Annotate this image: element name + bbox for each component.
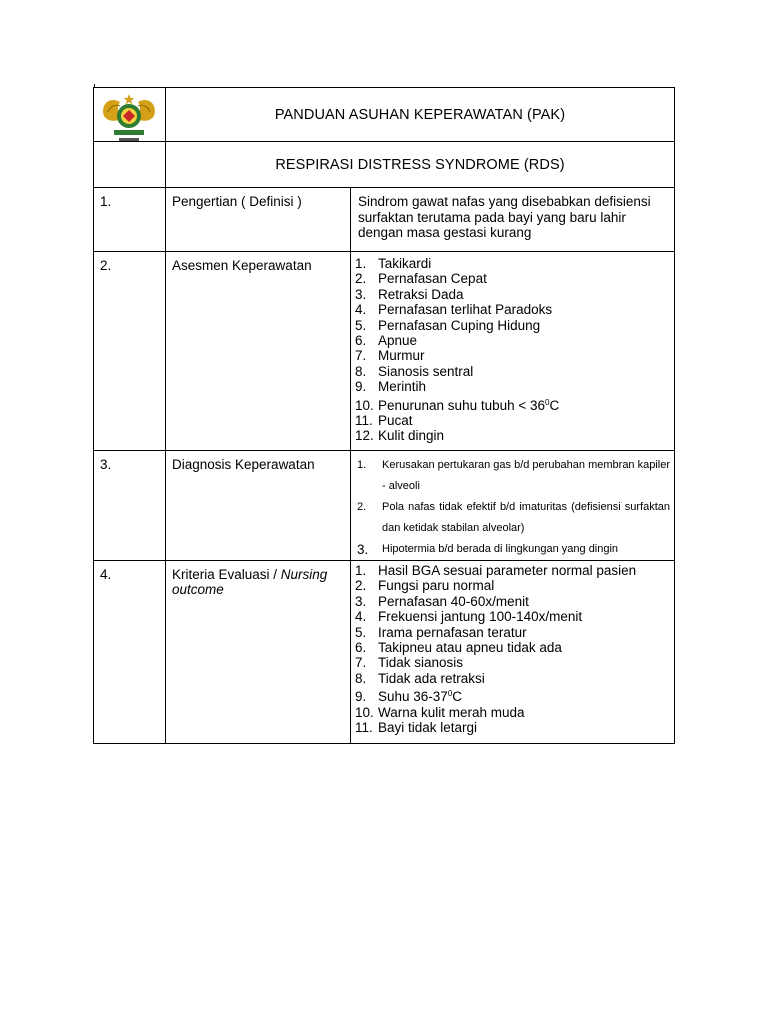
assessment-list [355,256,670,444]
list-item-number: 2. [355,271,367,287]
evaluation-list [355,563,670,735]
list-item-text: Irama pernafasan teratur [378,624,527,640]
list-item-text: Takikardi [378,256,432,271]
list-item [355,348,670,363]
list-item-number: 1. [357,459,367,471]
list-item-number: 8. [355,670,367,686]
list-item [355,609,670,624]
degree-superscript: 0 [447,689,453,699]
list-item [355,686,670,704]
list-item-number: 3. [357,542,369,557]
list-item-text: Pernafasan Cuping Hidung [378,317,541,333]
list-item [355,594,670,609]
diagnosis-cell [351,451,675,561]
list-item-number: 10. [355,397,374,413]
list-item-number: 2. [357,501,367,513]
row-label: Asesmen Keperawatan [166,252,351,451]
list-item-text: Frekuensi jantung 100-140x/menit [378,609,583,625]
list-item-text: Pucat [378,413,413,429]
list-item-number: 5. [355,317,367,333]
table-row [94,451,675,561]
list-item-number: 5. [355,624,367,640]
list-item-text: Pernafasan terlihat Paradoks [378,302,553,318]
list-item-text: Penurunan suhu tubuh < 36 [378,397,546,413]
list-item [355,256,670,271]
list-item-number: 7. [355,655,367,671]
row-label-italic: Nursing outcome [172,567,328,597]
list-item [355,563,670,578]
list-item-number: 2. [355,578,367,594]
list-item-number: 3. [355,593,367,609]
list-item-text: Pernafasan Cepat [378,271,487,287]
list-item-text: Hipotermia b/d berada di lingkungan yang dingin [382,543,619,555]
unit-suffix: C [452,689,463,705]
list-item [355,413,670,428]
list-item [355,333,670,348]
list-item [355,578,670,593]
document-subtitle: RESPIRASI DISTRESS SYNDROME (RDS) [166,142,675,188]
empty-cell [94,142,166,188]
list-item [355,497,670,539]
list-item [355,379,670,394]
nursing-guide-table [93,87,675,744]
list-item-text: Hasil BGA sesuai parameter normal pasien [378,563,637,578]
row-number: 3. [94,451,166,561]
row-number: 4. [94,561,166,744]
list-item [355,428,670,443]
row-label: Pengertian ( Definisi ) [166,188,351,252]
list-item [355,539,670,560]
table-row [94,188,675,252]
row-label: Diagnosis Keperawatan [166,451,351,561]
row-label-plain: Kriteria Evaluasi / [172,567,281,582]
list-item [355,720,670,735]
list-item-number: 3. [355,286,367,302]
table-row [94,252,675,451]
list-item-text: Tidak sianosis [378,655,464,671]
list-item-text: Fungsi paru normal [378,578,495,594]
list-item [355,302,670,317]
list-item-text: Takipneu atau apneu tidak ada [378,640,562,656]
list-item [355,671,670,686]
hospital-emblem-icon [96,90,162,144]
list-item-text: Pola nafas tidak efektif b/d imaturitas (defisiensi surfaktan dan ketidak stabilan alveolar) [382,501,670,534]
list-item-number: 1. [355,256,367,271]
list-item-text: Warna kulit merah muda [378,704,525,720]
list-item [355,625,670,640]
list-item-number: 8. [355,363,367,379]
list-item-number: 9. [355,379,367,395]
list-item-text: Kerusakan pertukaran gas b/d perubahan membran kapiler - alveoli [382,459,671,492]
list-item-text: Kulit dingin [378,428,445,444]
list-item-number: 1. [355,563,367,578]
list-item-number: 7. [355,348,367,364]
list-item [355,705,670,720]
list-item [355,655,670,670]
degree-superscript: 0 [545,397,550,407]
list-item-text: Retraksi Dada [378,286,464,302]
list-item-text: Apnue [378,333,418,349]
list-item-text: Murmur [378,348,425,364]
assessment-cell [351,252,675,451]
definition-cell [351,188,675,252]
list-item [355,271,670,286]
evaluation-cell [351,561,675,744]
list-item [355,395,670,413]
unit-suffix: C [549,397,560,413]
list-item [355,287,670,302]
list-item-number: 4. [355,609,367,625]
table-row [94,561,675,744]
row-label [166,561,351,744]
list-item-text: Suhu 36-37 [378,689,448,705]
list-item-text: Merintih [378,379,427,395]
list-item-text: Pernafasan 40-60x/menit [378,593,529,609]
definition-text: Sindrom gawat nafas yang disebabkan defisiensi surfaktan terutama pada bayi yang baru lahir dengan masa gestasi kurang [358,194,651,240]
logo-cell [94,88,166,142]
list-item [355,318,670,333]
diagnosis-list [355,455,670,560]
list-item-number: 10. [355,704,374,720]
list-item-number: 6. [355,640,367,656]
row-number: 2. [94,252,166,451]
list-item-text: Bayi tidak letargi [378,720,478,736]
list-item-number: 12. [355,428,374,444]
list-item-number: 11. [355,413,373,429]
list-item [355,364,670,379]
list-item-number: 11. [355,720,373,736]
row-number: 1. [94,188,166,252]
list-item [355,455,670,497]
list-item-number: 6. [355,333,367,349]
list-item-number: 4. [355,302,367,318]
list-item [355,640,670,655]
list-item-text: Sianosis sentral [378,363,474,379]
list-item-text: Tidak ada retraksi [378,670,485,686]
list-item-number: 9. [355,689,367,705]
document-title: PANDUAN ASUHAN KEPERAWATAN (PAK) [166,88,675,142]
